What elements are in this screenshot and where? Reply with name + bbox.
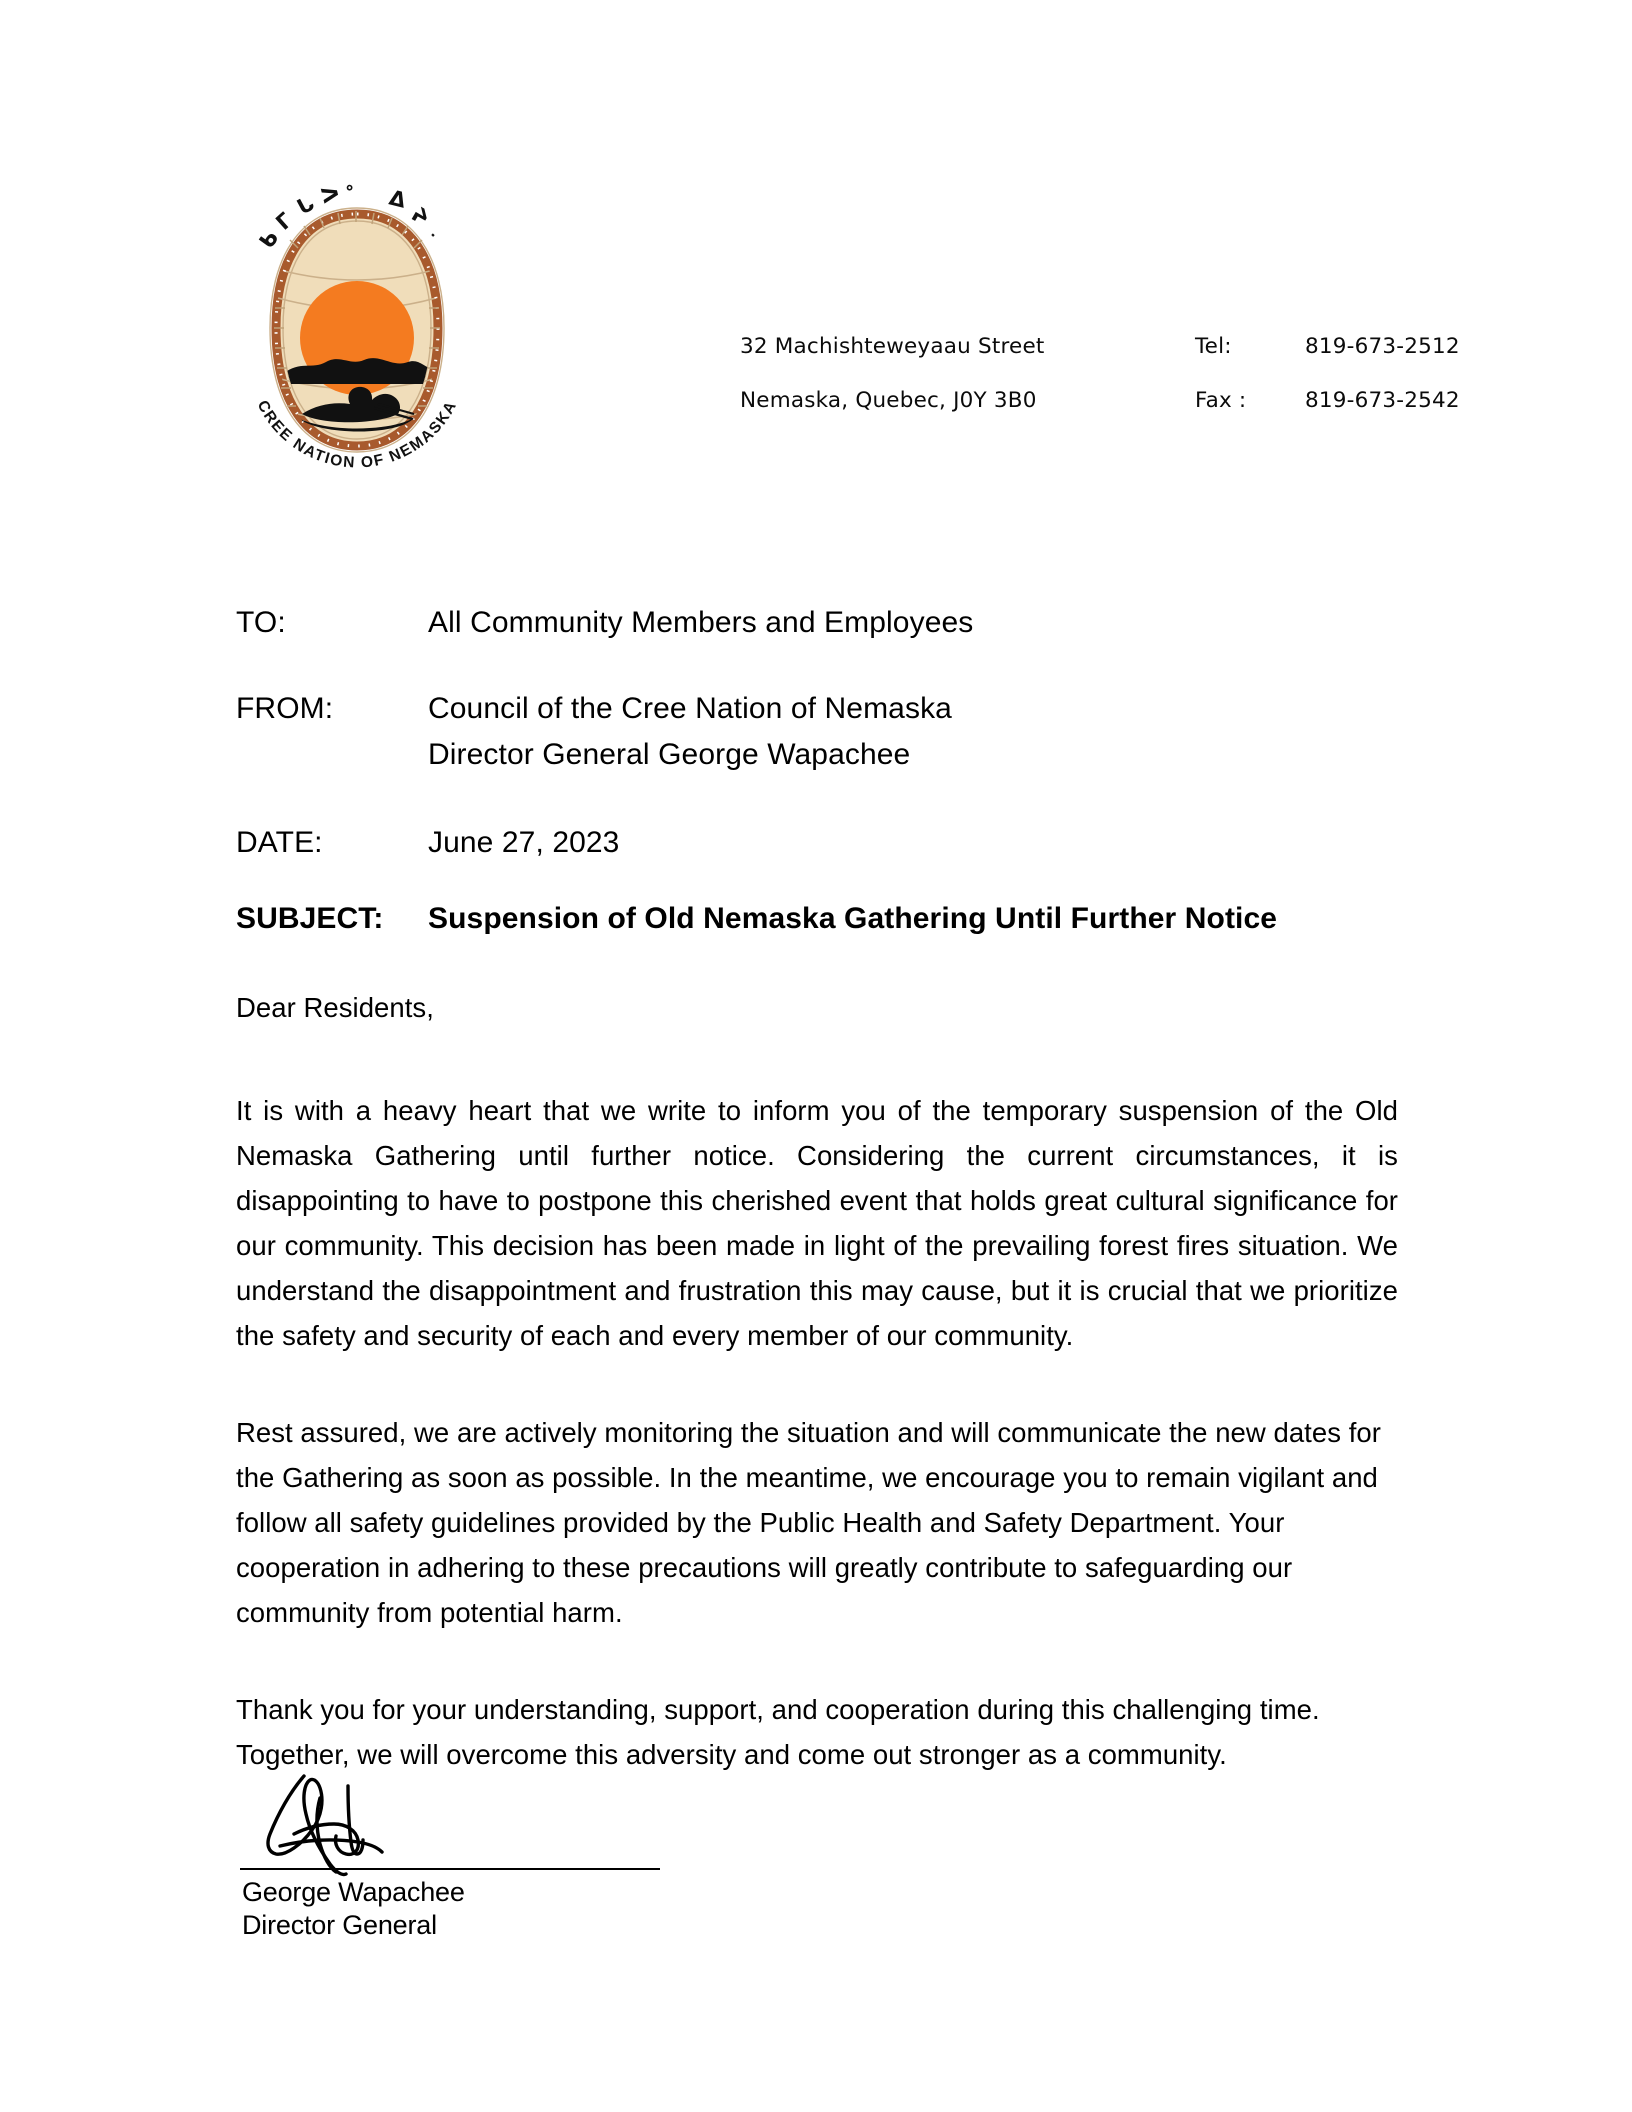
contact-row-tel [740, 320, 1500, 374]
address-line-1: 32 Machishteweyaau Street [740, 334, 1045, 359]
fax-value: 819-673-2542 [1305, 388, 1460, 413]
memo-row-subject [236, 896, 1396, 942]
svg-text:ᐳ: ᐳ [318, 181, 343, 209]
contact-info-block [740, 320, 1500, 428]
body-paragraph-2: Rest assured, we are actively monitoring the situation and will communicate the new dates for the Gathering as soon as possible. In the meantime, we encourage you to remain vigilant and follow all safety guidelines provided by the Public Health and Safety Department. Your cooperation in adhering to these precautions will greatly contribute to safeguarding our community from potential harm. [236, 1417, 1381, 1628]
tel-label: Tel: [1195, 334, 1232, 359]
from-value-line-1: Council of the Cree Nation of Nemaska [428, 692, 952, 725]
fax-label: Fax : [1195, 388, 1247, 413]
subject-label: SUBJECT: [236, 902, 384, 935]
from-label: FROM: [236, 692, 334, 725]
memo-row-from [236, 686, 1396, 732]
contact-row-fax [740, 374, 1500, 428]
svg-text:ᒐ: ᒐ [293, 190, 319, 220]
body-paragraph-1: It is with a heavy heart that we write to inform you of the temporary suspension of the Old Nemaska Gathering until further notice. Considering the current circumstances, it is disappointing to have to postpone this cherished event that holds great cultural significance for our community. This decision has been made in light of the prevailing forest fires situation. We understand the disappointment and frustration this may cause, but it is crucial that we prioritize the safety and security of each and every member of our community. [236, 1095, 1398, 1351]
handwritten-signature [250, 1758, 520, 1878]
spacer-after-to [236, 646, 1396, 686]
date-value: June 27, 2023 [428, 826, 620, 859]
svg-text:CREE NATION OF NEMASKA: CREE NATION OF NEMASKA [253, 397, 461, 472]
svg-text:ᔨ: ᔨ [407, 201, 434, 231]
letterhead [0, 0, 1632, 472]
snowshoe-emblem-icon [228, 178, 486, 500]
memo-row-from-continued [236, 732, 1396, 778]
memo-header [236, 600, 1396, 942]
signature-line [240, 1868, 660, 1870]
cree-nation-of-nemaska-logo [228, 178, 486, 500]
letter-body [236, 985, 1398, 1777]
address-line-2: Nemaska, Quebec, J0Y 3B0 [740, 388, 1037, 413]
subject-value: Suspension of Old Nemaska Gathering Until Further Notice [428, 902, 1278, 935]
body-paragraph-3: Thank you for your understanding, support, and cooperation during this challenging time. Together, we will overcome this adversity and come out stronger as a community. [236, 1694, 1320, 1770]
spacer-after-date [236, 866, 1396, 896]
svg-text:ᑲ: ᑲ [254, 226, 284, 253]
to-value: All Community Members and Employees [428, 606, 974, 639]
svg-text:ᐤ: ᐤ [345, 179, 355, 204]
signatory-title: Director General [242, 1910, 437, 1940]
from-value-line-2: Director General George Wapachee [428, 738, 911, 771]
signature-block [240, 1768, 680, 1940]
to-label: TO: [236, 606, 286, 639]
tel-value: 819-673-2512 [1305, 334, 1460, 359]
svg-text:ᐃ: ᐃ [386, 185, 409, 213]
svg-text:ᐧ: ᐧ [422, 225, 443, 246]
date-label: DATE: [236, 826, 323, 859]
memo-row-date [236, 820, 1396, 866]
spacer-after-from [236, 778, 1396, 820]
signatory-name: George Wapachee [242, 1877, 465, 1907]
svg-text:ᒥ: ᒥ [271, 208, 298, 235]
salutation: Dear Residents, [236, 992, 434, 1023]
memo-row-to [236, 600, 1396, 646]
